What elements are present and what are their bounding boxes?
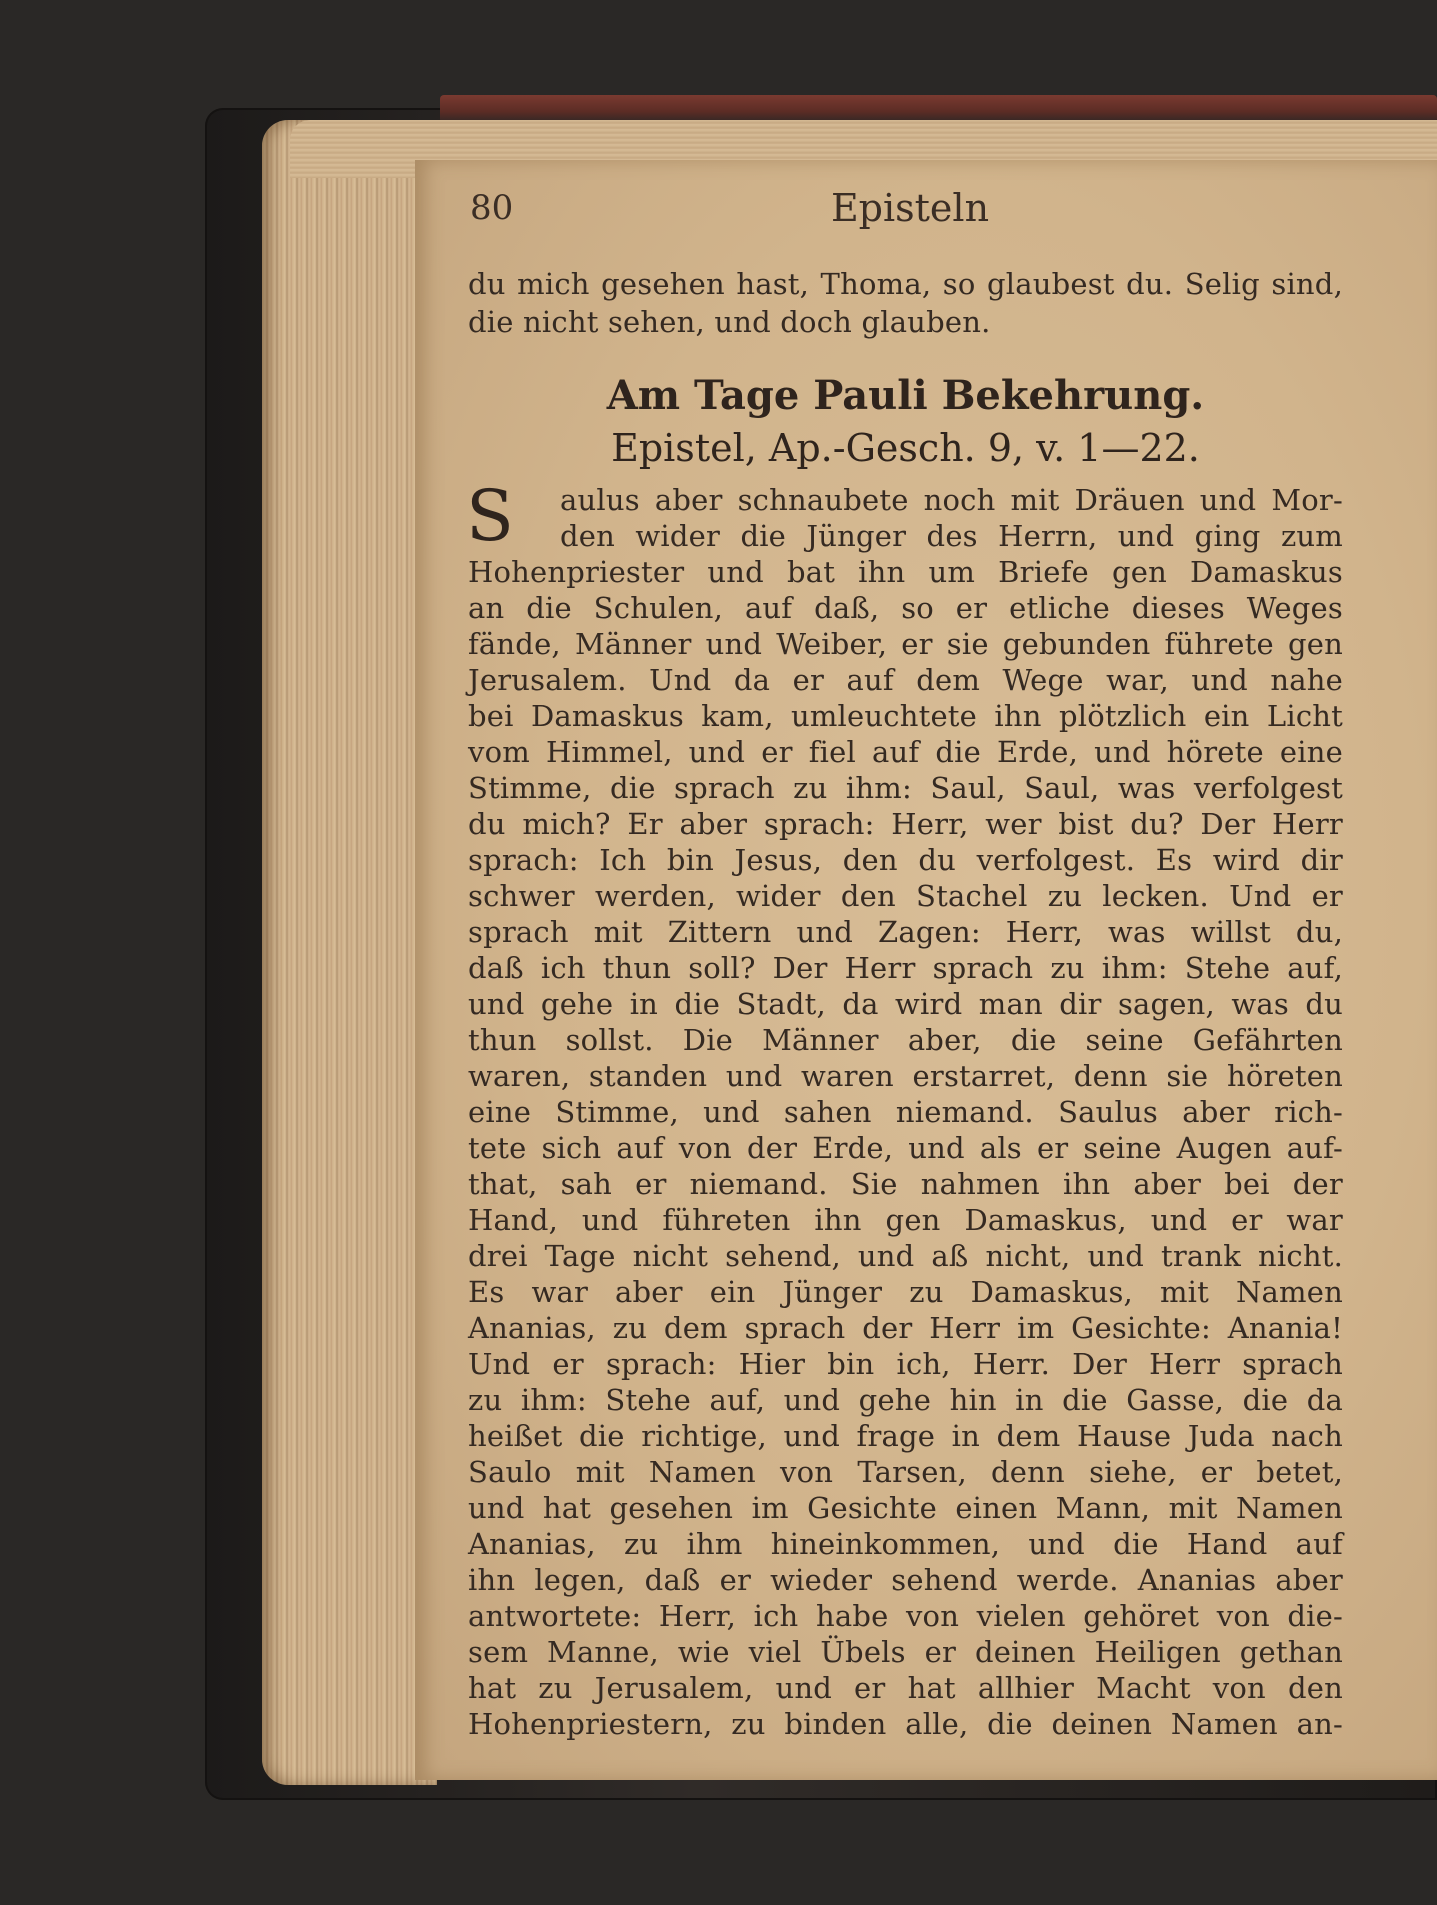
- text-line: Saulo mit Namen von Tarsen, denn siehe, er betet,: [468, 1455, 1343, 1489]
- text-line: bei Damaskus kam, umleuchtete ihn plötzlich ein Licht: [468, 699, 1343, 733]
- text-line: sprach mit Zittern und Zagen: Herr, was willst du,: [468, 915, 1343, 949]
- text-line: Es war aber ein Jünger zu Damaskus, mit Namen: [468, 1275, 1343, 1309]
- running-head: Episteln: [830, 186, 990, 230]
- text-line: Hand, und führeten ihn gen Damaskus, und er war: [468, 1203, 1343, 1237]
- text-line: du mich? Er aber sprach: Herr, wer bist du? Der Herr: [468, 807, 1343, 841]
- text-line: schwer werden, wider den Stachel zu lecken. Und er: [468, 879, 1343, 913]
- text-line: daß ich thun soll? Der Herr sprach zu ihm: Stehe auf,: [468, 951, 1343, 985]
- text-line: eine Stimme, und sahen niemand. Saulus aber rich-: [468, 1095, 1343, 1129]
- text-line: Jerusalem. Und da er auf dem Wege war, und nahe: [468, 663, 1343, 697]
- text-line: Ananias, zu ihm hineinkommen, und die Hand auf: [468, 1527, 1343, 1561]
- text-line: und gehe in die Stadt, da wird man dir sagen, was du: [468, 987, 1343, 1021]
- text-line: an die Schulen, auf daß, so er etliche dieses Weges: [468, 591, 1343, 625]
- section-title: Am Tage Pauli Bekehrung.: [606, 372, 1205, 419]
- text-line: that, sah er niemand. Sie nahmen ihn aber bei der: [468, 1167, 1343, 1201]
- text-line: antwortete: Herr, ich habe von vielen gehöret von die-: [468, 1599, 1343, 1633]
- text-line: drei Tage nicht sehend, und aß nicht, und trank nicht.: [468, 1239, 1343, 1273]
- text-line: hat zu Jerusalem, und er hat allhier Macht von den: [468, 1671, 1343, 1705]
- text-line: und hat gesehen im Gesichte einen Mann, mit Namen: [468, 1491, 1343, 1525]
- book-spine-top: [440, 95, 1437, 123]
- text-line: Hohenpriestern, zu binden alle, die deinen Namen an-: [468, 1707, 1343, 1741]
- text-line: Stimme, die sprach zu ihm: Saul, Saul, was verfolgest: [468, 771, 1343, 805]
- text-line: vom Himmel, und er fiel auf die Erde, und hörete eine: [468, 735, 1343, 769]
- text-line: sem Manne, wie viel Übels er deinen Heiligen gethan: [468, 1635, 1343, 1669]
- text-line: aulus aber schnaubete noch mit Dräuen und Mor-: [560, 483, 1343, 517]
- text-line: den wider die Jünger des Herrn, und ging zum: [560, 519, 1343, 553]
- drop-initial: S: [466, 475, 514, 557]
- page-number: 80: [470, 188, 514, 228]
- text-line: thun sollst. Die Männer aber, die seine Gefährten: [468, 1023, 1343, 1057]
- page-edges: [262, 120, 437, 1785]
- text-line: sprach: Ich bin Jesus, den du verfolgest. Es wird dir: [468, 843, 1343, 877]
- text-line: waren, standen und waren erstarret, denn sie höreten: [468, 1059, 1343, 1093]
- text-line: die nicht sehen, und doch glauben.: [468, 305, 991, 339]
- text-line: tete sich auf von der Erde, und als er seine Augen auf-: [468, 1131, 1343, 1165]
- text-line: Und er sprach: Hier bin ich, Herr. Der Herr sprach: [468, 1347, 1343, 1381]
- section-subtitle: Epistel, Ap.-Gesch. 9, v. 1—22.: [611, 426, 1200, 470]
- text-line: Ananias, zu dem sprach der Herr im Gesichte: Anania!: [468, 1311, 1343, 1345]
- text-line: zu ihm: Stehe auf, und gehe hin in die Gasse, die da: [468, 1383, 1343, 1417]
- text-line: du mich gesehen hast, Thoma, so glaubest du. Selig sind,: [468, 267, 1343, 301]
- text-line: ihn legen, daß er wieder sehend werde. Ananias aber: [468, 1563, 1343, 1597]
- text-line: fände, Männer und Weiber, er sie gebunden führete gen: [468, 627, 1343, 661]
- text-line: Hohenpriester und bat ihn um Briefe gen Damaskus: [468, 555, 1343, 589]
- text-line: heißet die richtige, und frage in dem Hause Juda nach: [468, 1419, 1343, 1453]
